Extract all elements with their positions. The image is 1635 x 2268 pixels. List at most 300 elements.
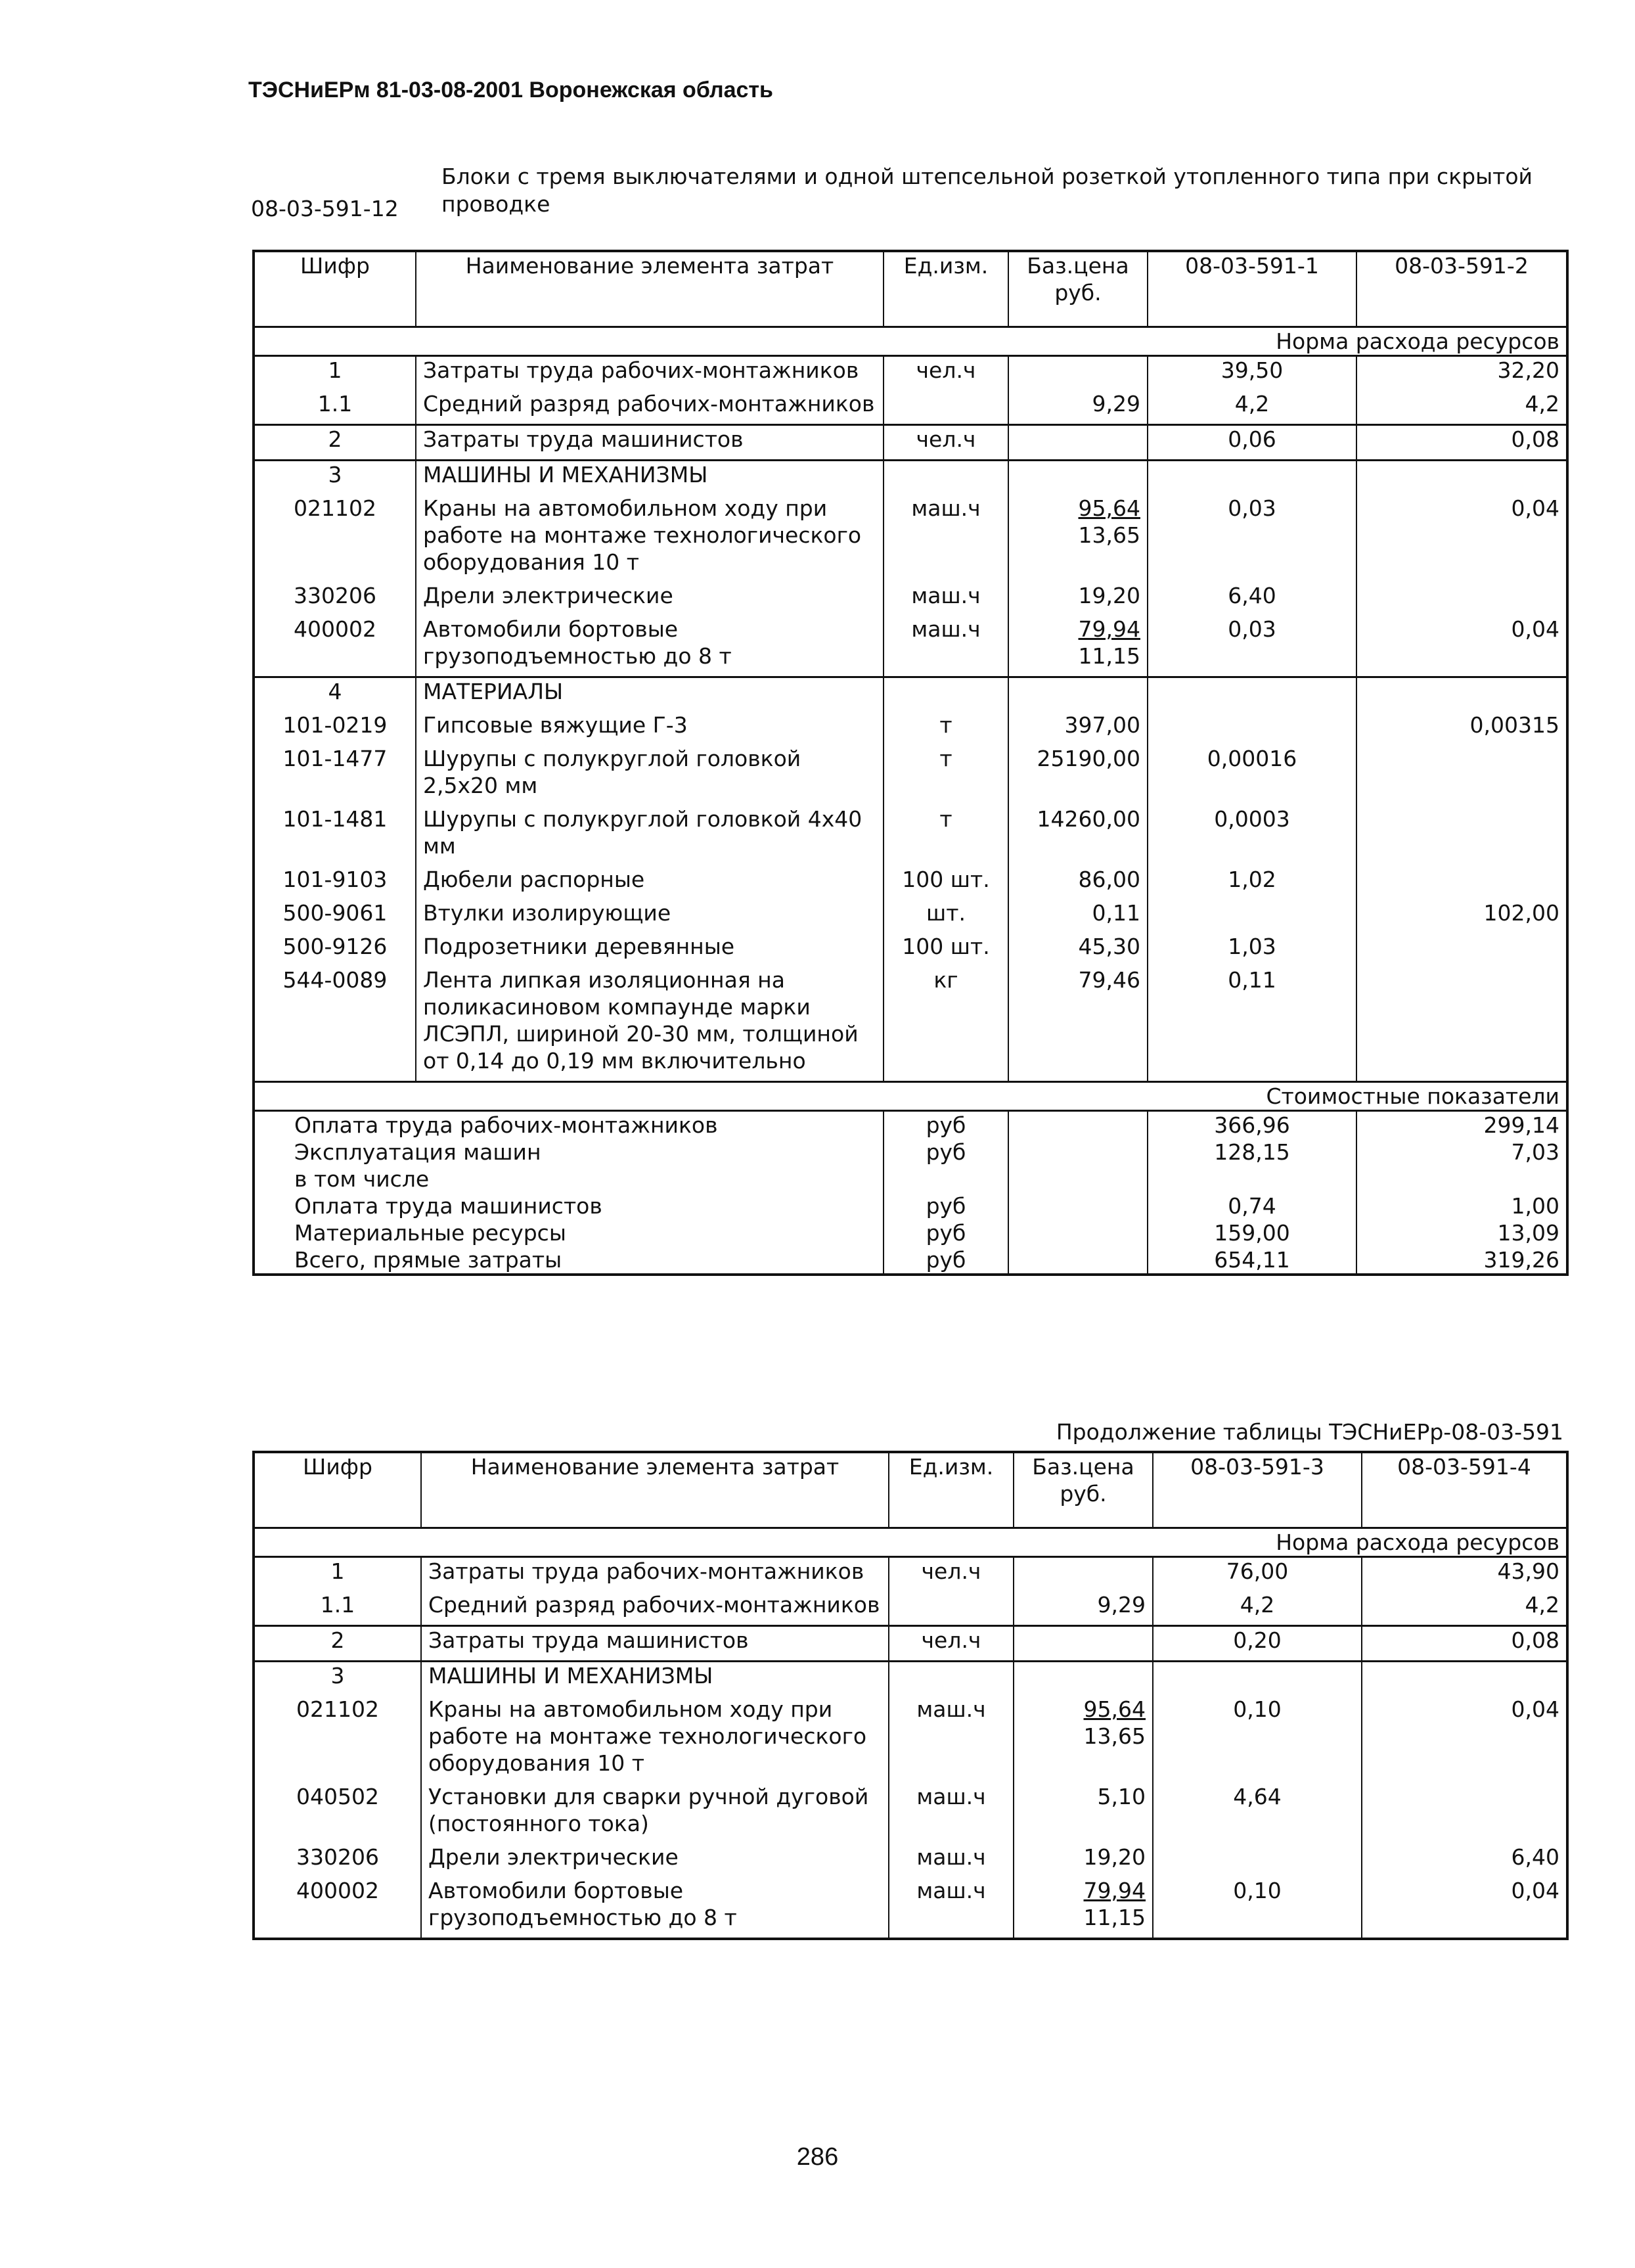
column-header-a: 08-03-591-3 bbox=[1153, 1452, 1362, 1528]
row-unit: маш.ч bbox=[889, 1877, 1014, 1931]
row-value-b: 0,04 bbox=[1356, 495, 1567, 576]
row-spacer bbox=[254, 1837, 1567, 1844]
spacer-cell bbox=[889, 1777, 1014, 1783]
row-name: МАТЕРИАЛЫ bbox=[416, 677, 884, 706]
spacer-cell bbox=[1362, 1689, 1567, 1696]
cost-row-value-a bbox=[1148, 1166, 1356, 1192]
row-spacer bbox=[254, 1585, 1567, 1591]
spacer-cell bbox=[1153, 1837, 1362, 1844]
spacer-cell bbox=[1148, 799, 1356, 805]
table-row bbox=[254, 425, 1567, 453]
row-price bbox=[1014, 1783, 1153, 1837]
row-name: Лента липкая изоляционная на поликасиновом компаунде марки ЛСЭПЛ, шириной 20-30 мм, толщиной от 0,14 до 0,19 мм включительно bbox=[416, 966, 884, 1074]
row-unit: чел.ч bbox=[884, 425, 1008, 453]
row-price-value: 25190,00 bbox=[1037, 746, 1140, 771]
row-value-a: 1,02 bbox=[1148, 866, 1356, 893]
row-value-b bbox=[1356, 582, 1567, 609]
page-number: 286 bbox=[796, 2143, 839, 2171]
row-unit: т bbox=[884, 805, 1008, 859]
row-value-a bbox=[1153, 1844, 1362, 1871]
spacer-cell bbox=[1153, 1618, 1362, 1626]
row-unit: т bbox=[884, 712, 1008, 738]
spacer-cell bbox=[1148, 859, 1356, 866]
spacer-cell bbox=[421, 1837, 889, 1844]
spacer-cell bbox=[1014, 1654, 1153, 1662]
spacer-cell bbox=[1153, 1689, 1362, 1696]
spacer-cell bbox=[1356, 669, 1567, 677]
row-name: Дрели электрические bbox=[421, 1844, 889, 1871]
row-price-value: 45,30 bbox=[1078, 934, 1140, 959]
row-price bbox=[1014, 1591, 1153, 1618]
row-name: МАШИНЫ И МЕХАНИЗМЫ bbox=[416, 461, 884, 489]
row-name: Установки для сварки ручной дуговой (постоянного тока) bbox=[421, 1783, 889, 1837]
spacer-cell bbox=[254, 893, 416, 899]
row-name: Затраты труда машинистов bbox=[416, 425, 884, 453]
spacer-cell bbox=[1014, 1618, 1153, 1626]
norm-label-row bbox=[254, 327, 1567, 356]
row-name: Автомобили бортовые грузоподъемностью до 8 т bbox=[421, 1877, 889, 1931]
row-unit: 100 шт. bbox=[884, 933, 1008, 960]
spacer-cell bbox=[416, 926, 884, 933]
spacer-cell bbox=[1148, 576, 1356, 582]
row-value-a: 0,00016 bbox=[1148, 745, 1356, 799]
spacer-cell bbox=[1356, 799, 1567, 805]
row-spacer bbox=[254, 799, 1567, 805]
spacer-cell bbox=[889, 1871, 1014, 1877]
row-price-value: 9,29 bbox=[1097, 1592, 1146, 1618]
row-value-b bbox=[1356, 745, 1567, 799]
spacer-cell bbox=[889, 1931, 1014, 1939]
spacer-cell bbox=[889, 1654, 1014, 1662]
spacer-cell bbox=[1356, 576, 1567, 582]
row-unit: чел.ч bbox=[889, 1626, 1014, 1654]
row-price bbox=[1014, 1877, 1153, 1931]
spacer-cell bbox=[254, 738, 416, 745]
resource-table-2 bbox=[252, 1451, 1569, 1940]
row-code: 021102 bbox=[294, 495, 376, 521]
cost-row-price bbox=[1008, 1219, 1148, 1246]
row-unit bbox=[884, 461, 1008, 489]
row-price-secondary: 13,65 bbox=[1078, 522, 1140, 548]
spacer-cell bbox=[254, 960, 416, 966]
row-value-b: 6,40 bbox=[1362, 1844, 1567, 1871]
spacer-cell bbox=[1362, 1654, 1567, 1662]
spacer-cell bbox=[1008, 705, 1148, 712]
row-unit: маш.ч bbox=[884, 582, 1008, 609]
row-code: 500-9126 bbox=[282, 934, 388, 959]
row-spacer bbox=[254, 926, 1567, 933]
spacer-cell bbox=[1153, 1931, 1362, 1939]
row-price-value: 79,94 bbox=[1078, 616, 1140, 642]
row-value-b: 0,04 bbox=[1362, 1696, 1567, 1777]
row-spacer bbox=[254, 1871, 1567, 1877]
row-unit: маш.ч bbox=[884, 495, 1008, 576]
row-price-value: 95,64 bbox=[1083, 1696, 1146, 1722]
table-row bbox=[254, 582, 1567, 609]
spacer-cell bbox=[1148, 705, 1356, 712]
spacer-cell bbox=[254, 926, 416, 933]
row-name: Дрели электрические bbox=[416, 582, 884, 609]
spacer-cell bbox=[1148, 453, 1356, 461]
row-name: Дюбели распорные bbox=[416, 866, 884, 893]
row-unit: маш.ч bbox=[889, 1844, 1014, 1871]
table-header-row bbox=[254, 251, 1567, 327]
spacer-cell bbox=[254, 609, 416, 616]
row-value-a bbox=[1148, 677, 1356, 706]
document-header: ТЭСНиЕРм 81-03-08-2001 Воронежская область bbox=[248, 78, 773, 102]
row-price bbox=[1008, 356, 1148, 384]
cost-row-unit: руб bbox=[884, 1246, 1008, 1275]
spacer-cell bbox=[1362, 1931, 1567, 1939]
row-name: Краны на автомобильном ходу при работе на монтаже технологического оборудования 10 т bbox=[421, 1696, 889, 1777]
cost-row-value-a: 128,15 bbox=[1148, 1139, 1356, 1166]
table-row bbox=[254, 805, 1567, 859]
spacer-cell bbox=[1148, 893, 1356, 899]
spacer-cell bbox=[1356, 453, 1567, 461]
row-unit bbox=[884, 390, 1008, 417]
spacer-cell bbox=[254, 1777, 421, 1783]
cost-row-value-b bbox=[1356, 1166, 1567, 1192]
spacer-cell bbox=[254, 384, 416, 390]
table-header-row bbox=[254, 1452, 1567, 1528]
spacer-cell bbox=[416, 738, 884, 745]
table-row bbox=[254, 745, 1567, 799]
spacer-cell bbox=[416, 488, 884, 495]
row-code: 101-1481 bbox=[282, 806, 388, 832]
spacer-cell bbox=[1148, 417, 1356, 425]
spacer-cell bbox=[254, 453, 416, 461]
row-price-value: 79,94 bbox=[1083, 1878, 1146, 1903]
row-name: Шурупы с полукруглой головкой 2,5х20 мм bbox=[416, 745, 884, 799]
row-price-value: 397,00 bbox=[1064, 712, 1140, 738]
row-spacer bbox=[254, 576, 1567, 582]
row-code: 1.1 bbox=[320, 1592, 355, 1618]
row-unit: чел.ч bbox=[889, 1557, 1014, 1585]
row-code: 101-0219 bbox=[282, 712, 388, 738]
spacer-cell bbox=[1014, 1837, 1153, 1844]
row-price bbox=[1014, 1844, 1153, 1871]
row-value-a bbox=[1148, 461, 1356, 489]
row-spacer bbox=[254, 609, 1567, 616]
spacer-cell bbox=[1148, 384, 1356, 390]
spacer-cell bbox=[421, 1777, 889, 1783]
table-row bbox=[254, 1877, 1567, 1931]
spacer-cell bbox=[1008, 384, 1148, 390]
row-name: Краны на автомобильном ходу при работе на монтаже технологического оборудования 10 т bbox=[416, 495, 884, 576]
spacer-cell bbox=[416, 705, 884, 712]
row-spacer bbox=[254, 1074, 1567, 1082]
spacer-cell bbox=[884, 453, 1008, 461]
section-code: 08-03-591-12 bbox=[251, 196, 399, 221]
row-value-a: 0,11 bbox=[1148, 966, 1356, 1074]
row-value-b bbox=[1356, 805, 1567, 859]
row-spacer bbox=[254, 384, 1567, 390]
row-price bbox=[1008, 712, 1148, 738]
spacer-cell bbox=[254, 417, 416, 425]
spacer-cell bbox=[254, 1585, 421, 1591]
spacer-cell bbox=[416, 417, 884, 425]
spacer-cell bbox=[1008, 609, 1148, 616]
spacer-cell bbox=[1008, 1074, 1148, 1082]
spacer-cell bbox=[1153, 1777, 1362, 1783]
row-name: Затраты труда машинистов bbox=[421, 1626, 889, 1654]
table-row bbox=[254, 495, 1567, 576]
column-header-a: 08-03-591-1 bbox=[1148, 251, 1356, 327]
row-value-a: 0,20 bbox=[1153, 1626, 1362, 1654]
spacer-cell bbox=[889, 1837, 1014, 1844]
row-name: Затраты труда рабочих-монтажников bbox=[421, 1557, 889, 1585]
table-row bbox=[254, 677, 1567, 706]
cost-row-value-a: 159,00 bbox=[1148, 1219, 1356, 1246]
table-row bbox=[254, 1591, 1567, 1618]
row-price-value: 5,10 bbox=[1097, 1784, 1146, 1809]
spacer-cell bbox=[1356, 384, 1567, 390]
row-spacer bbox=[254, 669, 1567, 677]
spacer-cell bbox=[1356, 960, 1567, 966]
spacer-cell bbox=[1008, 669, 1148, 677]
row-value-b bbox=[1356, 866, 1567, 893]
row-code: 400002 bbox=[294, 616, 376, 642]
row-price-secondary: 13,65 bbox=[1083, 1723, 1146, 1749]
spacer-cell bbox=[1362, 1777, 1567, 1783]
spacer-cell bbox=[416, 1074, 884, 1082]
row-price bbox=[1014, 1557, 1153, 1585]
row-value-b: 102,00 bbox=[1356, 899, 1567, 926]
row-code: 1 bbox=[254, 356, 416, 384]
spacer-cell bbox=[1014, 1871, 1153, 1877]
cost-row bbox=[254, 1219, 1567, 1246]
row-unit: маш.ч bbox=[889, 1696, 1014, 1777]
spacer-cell bbox=[421, 1618, 889, 1626]
row-price-value: 19,20 bbox=[1083, 1844, 1146, 1870]
row-price-value: 79,46 bbox=[1078, 967, 1140, 993]
cost-row-price bbox=[1008, 1111, 1148, 1139]
spacer-cell bbox=[254, 1689, 421, 1696]
row-price bbox=[1008, 866, 1148, 893]
spacer-cell bbox=[884, 669, 1008, 677]
row-unit: шт. bbox=[884, 899, 1008, 926]
row-value-b: 4,2 bbox=[1362, 1591, 1567, 1618]
row-value-a: 4,2 bbox=[1148, 390, 1356, 417]
spacer-cell bbox=[1362, 1585, 1567, 1591]
table-row bbox=[254, 899, 1567, 926]
spacer-cell bbox=[1356, 417, 1567, 425]
spacer-cell bbox=[416, 384, 884, 390]
row-name: Гипсовые вяжущие Г-3 bbox=[416, 712, 884, 738]
cost-row-price bbox=[1008, 1166, 1148, 1192]
spacer-cell bbox=[1014, 1689, 1153, 1696]
column-header-b: 08-03-591-4 bbox=[1362, 1452, 1567, 1528]
row-spacer bbox=[254, 960, 1567, 966]
row-value-b: 0,00315 bbox=[1356, 712, 1567, 738]
row-name: Средний разряд рабочих-монтажников bbox=[416, 390, 884, 417]
row-unit: т bbox=[884, 745, 1008, 799]
row-value-a: 0,06 bbox=[1148, 425, 1356, 453]
cost-row-unit: руб bbox=[884, 1192, 1008, 1219]
cost-row-label: в том числе bbox=[294, 1166, 430, 1192]
row-value-b: 0,04 bbox=[1362, 1877, 1567, 1931]
spacer-cell bbox=[416, 576, 884, 582]
cost-row-value-a: 366,96 bbox=[1148, 1111, 1356, 1139]
row-value-a: 4,2 bbox=[1153, 1591, 1362, 1618]
table-row bbox=[254, 390, 1567, 417]
spacer-cell bbox=[254, 1074, 416, 1082]
spacer-cell bbox=[254, 488, 416, 495]
spacer-cell bbox=[1356, 488, 1567, 495]
spacer-cell bbox=[416, 859, 884, 866]
row-price bbox=[1008, 745, 1148, 799]
cost-row-value-a: 654,11 bbox=[1148, 1246, 1356, 1275]
spacer-cell bbox=[254, 576, 416, 582]
table-body bbox=[254, 1528, 1567, 1939]
row-unit bbox=[884, 677, 1008, 706]
row-value-b: 0,08 bbox=[1362, 1626, 1567, 1654]
spacer-cell bbox=[254, 1837, 421, 1844]
row-price-value: 19,20 bbox=[1078, 583, 1140, 608]
spacer-cell bbox=[254, 1654, 421, 1662]
row-price-value: 95,64 bbox=[1078, 495, 1140, 521]
row-spacer bbox=[254, 417, 1567, 425]
cost-row-value-b: 299,14 bbox=[1356, 1111, 1567, 1139]
column-header-name: Наименование элемента затрат bbox=[421, 1452, 889, 1528]
cost-label-row bbox=[254, 1082, 1567, 1111]
row-spacer bbox=[254, 893, 1567, 899]
cost-row-value-b: 7,03 bbox=[1356, 1139, 1567, 1166]
spacer-cell bbox=[1008, 960, 1148, 966]
row-value-a: 0,10 bbox=[1153, 1877, 1362, 1931]
spacer-cell bbox=[884, 799, 1008, 805]
row-value-a: 76,00 bbox=[1153, 1557, 1362, 1585]
row-value-a: 0,03 bbox=[1148, 616, 1356, 669]
spacer-cell bbox=[254, 669, 416, 677]
table-row bbox=[254, 866, 1567, 893]
spacer-cell bbox=[884, 576, 1008, 582]
row-value-a: 4,64 bbox=[1153, 1783, 1362, 1837]
spacer-cell bbox=[416, 669, 884, 677]
spacer-cell bbox=[1008, 926, 1148, 933]
table-row bbox=[254, 966, 1567, 1074]
column-header-unit: Ед.изм. bbox=[884, 251, 1008, 327]
spacer-cell bbox=[1356, 1074, 1567, 1082]
spacer-cell bbox=[1008, 453, 1148, 461]
spacer-cell bbox=[889, 1689, 1014, 1696]
spacer-cell bbox=[421, 1871, 889, 1877]
spacer-cell bbox=[254, 1931, 421, 1939]
row-price-secondary: 11,15 bbox=[1078, 643, 1140, 669]
spacer-cell bbox=[884, 893, 1008, 899]
column-header-price: Баз.цена руб. bbox=[1008, 251, 1148, 327]
spacer-cell bbox=[1148, 960, 1356, 966]
spacer-cell bbox=[254, 799, 416, 805]
row-code: 3 bbox=[254, 461, 416, 489]
row-code: 101-1477 bbox=[282, 746, 388, 771]
spacer-cell bbox=[254, 859, 416, 866]
table-body bbox=[254, 327, 1567, 1082]
row-spacer bbox=[254, 738, 1567, 745]
row-value-a: 6,40 bbox=[1148, 582, 1356, 609]
cost-row-price bbox=[1008, 1246, 1148, 1275]
cost-row-unit: руб bbox=[884, 1219, 1008, 1246]
spacer-cell bbox=[254, 1871, 421, 1877]
row-price bbox=[1014, 1626, 1153, 1654]
row-name: Втулки изолирующие bbox=[416, 899, 884, 926]
table-row bbox=[254, 616, 1567, 669]
row-price bbox=[1008, 390, 1148, 417]
row-value-b: 32,20 bbox=[1356, 356, 1567, 384]
cost-row-unit bbox=[884, 1166, 1008, 1192]
spacer-cell bbox=[416, 799, 884, 805]
row-value-a: 39,50 bbox=[1148, 356, 1356, 384]
row-price bbox=[1008, 805, 1148, 859]
row-unit: маш.ч bbox=[884, 616, 1008, 669]
row-spacer bbox=[254, 453, 1567, 461]
row-value-b: 43,90 bbox=[1362, 1557, 1567, 1585]
continuation-label: Продолжение таблицы ТЭСНиЕРр-08-03-591 bbox=[1056, 1419, 1563, 1445]
spacer-cell bbox=[1153, 1871, 1362, 1877]
row-name: Подрозетники деревянные bbox=[416, 933, 884, 960]
row-price-value: 9,29 bbox=[1092, 391, 1140, 417]
spacer-cell bbox=[416, 893, 884, 899]
spacer-cell bbox=[421, 1931, 889, 1939]
row-name: Средний разряд рабочих-монтажников bbox=[421, 1591, 889, 1618]
row-price bbox=[1008, 616, 1148, 669]
cost-row-value-a: 0,74 bbox=[1148, 1192, 1356, 1219]
table-row bbox=[254, 1844, 1567, 1871]
table-row bbox=[254, 1696, 1567, 1777]
row-value-a: 0,03 bbox=[1148, 495, 1356, 576]
spacer-cell bbox=[884, 609, 1008, 616]
row-spacer bbox=[254, 1654, 1567, 1662]
row-code: 4 bbox=[254, 677, 416, 706]
row-value-b bbox=[1356, 966, 1567, 1074]
row-code: 040502 bbox=[296, 1784, 379, 1809]
table-row bbox=[254, 1626, 1567, 1654]
cost-row bbox=[254, 1166, 1567, 1192]
row-spacer bbox=[254, 705, 1567, 712]
spacer-cell bbox=[889, 1585, 1014, 1591]
spacer-cell bbox=[1362, 1618, 1567, 1626]
spacer-cell bbox=[1008, 417, 1148, 425]
row-code: 101-9103 bbox=[282, 867, 388, 892]
norm-label-row bbox=[254, 1528, 1567, 1557]
row-unit bbox=[889, 1662, 1014, 1690]
cost-row-label: Материальные ресурсы bbox=[294, 1220, 566, 1246]
row-price-secondary: 11,15 bbox=[1083, 1905, 1146, 1930]
spacer-cell bbox=[1356, 609, 1567, 616]
row-code: 1.1 bbox=[317, 391, 353, 417]
cost-row-label: Эксплуатация машин bbox=[294, 1139, 541, 1165]
row-value-b bbox=[1356, 933, 1567, 960]
spacer-cell bbox=[254, 705, 416, 712]
norm-label: Норма расхода ресурсов bbox=[254, 327, 1567, 356]
row-spacer bbox=[254, 1689, 1567, 1696]
cost-row-unit: руб bbox=[884, 1139, 1008, 1166]
table-row bbox=[254, 461, 1567, 489]
row-code: 330206 bbox=[296, 1844, 379, 1870]
row-value-a: 0,10 bbox=[1153, 1696, 1362, 1777]
row-code: 500-9061 bbox=[282, 900, 388, 926]
row-value-b: 4,2 bbox=[1356, 390, 1567, 417]
row-value-a bbox=[1148, 712, 1356, 738]
row-value-b bbox=[1356, 461, 1567, 489]
table-row bbox=[254, 933, 1567, 960]
spacer-cell bbox=[1356, 705, 1567, 712]
table-row bbox=[254, 712, 1567, 738]
row-name: Затраты труда рабочих-монтажников bbox=[416, 356, 884, 384]
row-price bbox=[1014, 1662, 1153, 1690]
spacer-cell bbox=[1356, 893, 1567, 899]
row-code: 330206 bbox=[294, 583, 376, 608]
